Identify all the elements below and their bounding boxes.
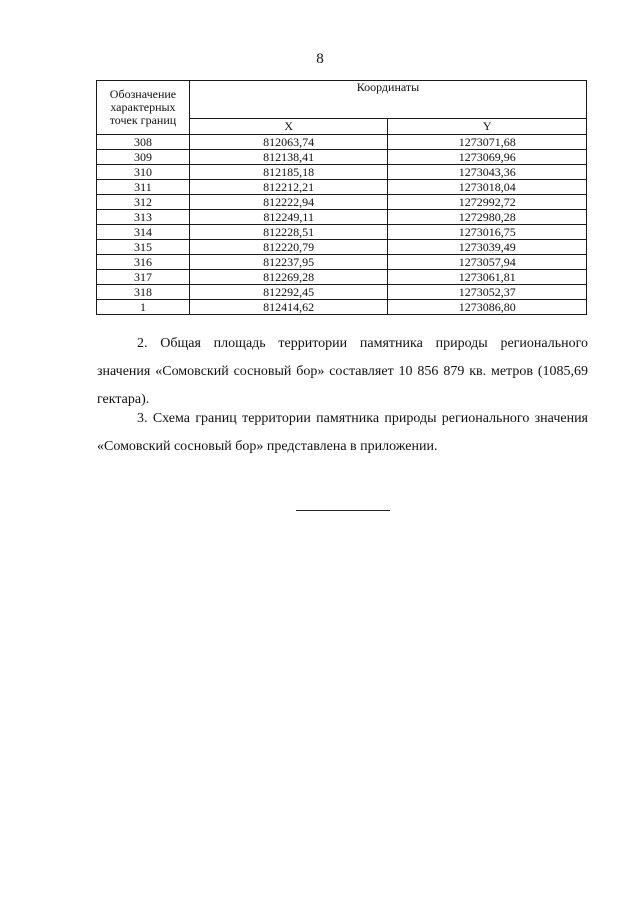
coordinates-table bbox=[96, 80, 587, 315]
cell-y: 1273057,94 bbox=[388, 255, 587, 270]
cell-point: 318 bbox=[97, 285, 190, 300]
cell-x: 812414,62 bbox=[189, 300, 388, 315]
cell-x: 812212,21 bbox=[189, 180, 388, 195]
cell-point: 308 bbox=[97, 135, 190, 150]
cell-x: 812222,94 bbox=[189, 195, 388, 210]
header-designation-line: характерных bbox=[110, 100, 176, 114]
paragraph-text: 3. Схема границ территории памятника природы регионального значения «Сомовский сосновый бор» представлена в приложении. bbox=[97, 411, 588, 454]
cell-point: 315 bbox=[97, 240, 190, 255]
cell-y: 1273086,80 bbox=[388, 300, 587, 315]
cell-y: 1273069,96 bbox=[388, 150, 587, 165]
cell-point: 1 bbox=[97, 300, 190, 315]
cell-point: 310 bbox=[97, 165, 190, 180]
cell-y: 1273061,81 bbox=[388, 270, 587, 285]
cell-x: 812220,79 bbox=[189, 240, 388, 255]
table-row bbox=[97, 150, 587, 165]
table-row bbox=[97, 210, 587, 225]
header-designation-line: Обозначение bbox=[109, 87, 177, 101]
page-number: 8 bbox=[316, 51, 324, 67]
cell-x: 812138,41 bbox=[189, 150, 388, 165]
cell-y: 1273043,36 bbox=[388, 165, 587, 180]
cell-point: 314 bbox=[97, 225, 190, 240]
table-row bbox=[97, 135, 587, 150]
header-point-designation bbox=[97, 81, 190, 135]
table-row bbox=[97, 180, 587, 195]
header-coordinates: Координаты bbox=[189, 81, 586, 119]
paragraph-total-area bbox=[97, 330, 588, 414]
cell-y: 1273016,75 bbox=[388, 225, 587, 240]
cell-point: 316 bbox=[97, 255, 190, 270]
header-y: Y bbox=[388, 119, 587, 135]
paragraph-boundary-scheme bbox=[97, 405, 588, 461]
cell-x: 812269,28 bbox=[189, 270, 388, 285]
table-row bbox=[97, 195, 587, 210]
table-body bbox=[97, 135, 587, 315]
cell-x: 812228,51 bbox=[189, 225, 388, 240]
cell-point: 313 bbox=[97, 210, 190, 225]
table-row bbox=[97, 165, 587, 180]
table-row bbox=[97, 225, 587, 240]
table-row bbox=[97, 240, 587, 255]
cell-x: 812249,11 bbox=[189, 210, 388, 225]
cell-y: 1273018,04 bbox=[388, 180, 587, 195]
cell-point: 311 bbox=[97, 180, 190, 195]
cell-x: 812063,74 bbox=[189, 135, 388, 150]
closing-rule bbox=[296, 510, 390, 511]
cell-point: 312 bbox=[97, 195, 190, 210]
header-x: X bbox=[189, 119, 388, 135]
table-header-row bbox=[97, 81, 587, 119]
table-row bbox=[97, 270, 587, 285]
cell-y: 1272992,72 bbox=[388, 195, 587, 210]
table-row bbox=[97, 285, 587, 300]
paragraph-text: 2. Общая площадь территории памятника природы регионального значения «Сомовский сосновый бор» составляет 10 856 879 кв. метров (1085,69 гектара). bbox=[97, 336, 588, 407]
table-row bbox=[97, 255, 587, 270]
cell-point: 309 bbox=[97, 150, 190, 165]
cell-y: 1273039,49 bbox=[388, 240, 587, 255]
cell-x: 812292,45 bbox=[189, 285, 388, 300]
cell-y: 1273071,68 bbox=[388, 135, 587, 150]
header-designation-line: точек границ bbox=[109, 113, 177, 127]
cell-y: 1272980,28 bbox=[388, 210, 587, 225]
cell-x: 812185,18 bbox=[189, 165, 388, 180]
cell-point: 317 bbox=[97, 270, 190, 285]
cell-x: 812237,95 bbox=[189, 255, 388, 270]
table-row bbox=[97, 300, 587, 315]
cell-y: 1273052,37 bbox=[388, 285, 587, 300]
